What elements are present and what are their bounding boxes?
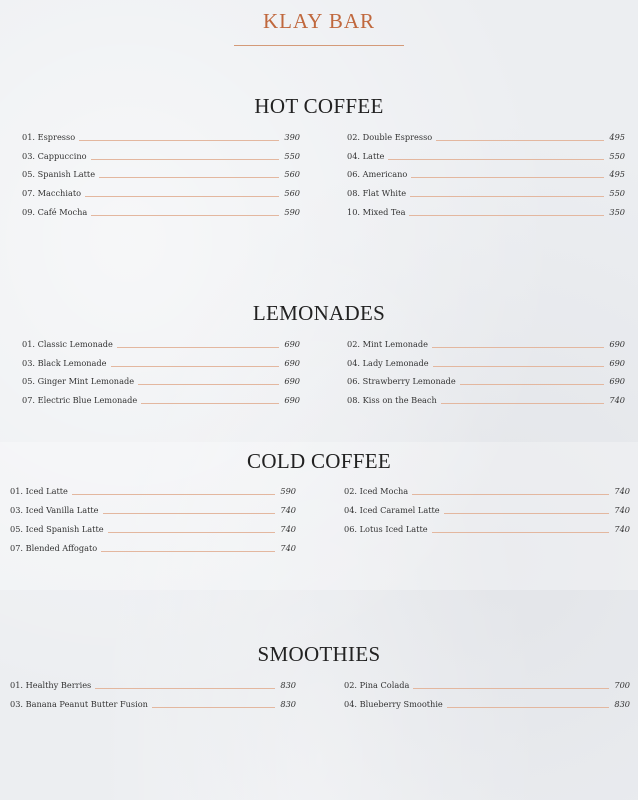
menu-item[interactable]	[10, 695, 296, 709]
menu-item[interactable]	[22, 147, 300, 161]
item-name: 05. Spanish Latte	[22, 169, 96, 179]
leader-line	[95, 688, 275, 689]
leader-line	[91, 215, 279, 216]
leader-line	[152, 707, 275, 708]
menu-item[interactable]	[10, 520, 296, 534]
menu-item[interactable]	[347, 128, 625, 142]
menu-item[interactable]	[22, 354, 300, 368]
menu-header	[0, 8, 638, 46]
item-price: 690	[284, 395, 300, 405]
section-hot-coffee	[0, 94, 638, 224]
menu-item[interactable]	[22, 335, 300, 349]
item-name: 04. Lady Lemonade	[347, 358, 429, 368]
item-price: 700	[614, 680, 630, 690]
item-price: 830	[280, 680, 296, 690]
item-price: 550	[609, 151, 625, 161]
leader-line	[447, 707, 610, 708]
item-price: 740	[280, 543, 296, 553]
menu-item[interactable]	[10, 676, 296, 690]
menu-item[interactable]	[347, 354, 625, 368]
leader-line	[141, 403, 279, 404]
menu-item[interactable]	[22, 165, 300, 179]
item-price: 560	[284, 188, 300, 198]
item-price: 830	[280, 699, 296, 709]
leader-line	[412, 494, 609, 495]
menu-item[interactable]	[347, 203, 625, 217]
menu-item[interactable]	[344, 482, 630, 496]
item-name: 06. Americano	[347, 169, 408, 179]
item-price: 690	[609, 376, 625, 386]
section-cold-coffee	[0, 442, 638, 590]
section-title: COLD COFFEE	[247, 449, 391, 473]
leader-line	[91, 159, 280, 160]
item-name: 02. Iced Mocha	[344, 486, 409, 496]
item-name: 04. Blueberry Smoothie	[344, 699, 443, 709]
item-name: 02. Pina Colada	[344, 680, 410, 690]
leader-line	[85, 196, 279, 197]
brand-title: KLAY BAR	[262, 9, 376, 33]
item-price: 740	[614, 486, 630, 496]
leader-line	[432, 347, 604, 348]
menu-item[interactable]	[22, 203, 300, 217]
item-price: 390	[284, 132, 300, 142]
menu-item[interactable]	[22, 391, 300, 405]
menu-item[interactable]	[344, 501, 630, 515]
item-name: 01. Healthy Berries	[10, 680, 92, 690]
item-name: 06. Lotus Iced Latte	[344, 524, 428, 534]
menu-item[interactable]	[22, 184, 300, 198]
item-price: 550	[609, 188, 625, 198]
leader-line	[111, 366, 280, 367]
leader-line	[433, 366, 605, 367]
item-price: 590	[280, 486, 296, 496]
item-name: 07. Electric Blue Lemonade	[22, 395, 138, 405]
menu-item[interactable]	[22, 372, 300, 386]
menu-item[interactable]	[22, 128, 300, 142]
item-name: 08. Flat White	[347, 188, 407, 198]
menu-item[interactable]	[347, 165, 625, 179]
leader-line	[410, 196, 604, 197]
brand-divider	[234, 45, 404, 46]
menu-item[interactable]	[347, 335, 625, 349]
leader-line	[99, 177, 279, 178]
menu-item[interactable]	[347, 147, 625, 161]
menu-item[interactable]	[344, 695, 630, 709]
leader-line	[411, 177, 604, 178]
item-price: 590	[284, 207, 300, 217]
item-name: 03. Black Lemonade	[22, 358, 107, 368]
leader-line	[409, 215, 604, 216]
item-price: 690	[284, 358, 300, 368]
section-lemonades	[0, 301, 638, 411]
section-title: SMOOTHIES	[257, 642, 381, 666]
menu-item[interactable]	[344, 520, 630, 534]
item-name: 03. Cappuccino	[22, 151, 87, 161]
item-name: 01. Espresso	[22, 132, 76, 142]
section-title: HOT COFFEE	[254, 94, 384, 118]
item-price: 690	[284, 376, 300, 386]
leader-line	[117, 347, 280, 348]
item-name: 09. Café Mocha	[22, 207, 88, 217]
menu-item[interactable]	[347, 184, 625, 198]
leader-line	[79, 140, 279, 141]
item-price: 550	[284, 151, 300, 161]
item-name: 04. Iced Caramel Latte	[344, 505, 440, 515]
leader-line	[72, 494, 275, 495]
item-price: 350	[609, 207, 625, 217]
leader-line	[460, 384, 605, 385]
leader-line	[103, 513, 276, 514]
item-price: 740	[614, 505, 630, 515]
item-price: 690	[609, 358, 625, 368]
item-price: 740	[609, 395, 625, 405]
item-price: 560	[284, 169, 300, 179]
item-name: 03. Banana Peanut Butter Fusion	[10, 699, 148, 709]
item-name: 01. Iced Latte	[10, 486, 68, 496]
item-name: 02. Double Espresso	[347, 132, 433, 142]
leader-line	[388, 159, 604, 160]
item-price: 690	[609, 339, 625, 349]
item-price: 740	[280, 505, 296, 515]
menu-item[interactable]	[344, 676, 630, 690]
item-name: 02. Mint Lemonade	[347, 339, 429, 349]
item-price: 830	[614, 699, 630, 709]
leader-line	[441, 403, 605, 404]
item-name: 07. Macchiato	[22, 188, 82, 198]
menu-item[interactable]	[347, 391, 625, 405]
item-price: 495	[609, 132, 625, 142]
menu-item[interactable]	[10, 501, 296, 515]
item-price: 740	[280, 524, 296, 534]
item-name: 08. Kiss on the Beach	[347, 395, 437, 405]
leader-line	[138, 384, 279, 385]
leader-line	[101, 551, 275, 552]
leader-line	[108, 532, 276, 533]
item-name: 06. Strawberry Lemonade	[347, 376, 456, 386]
item-price: 495	[609, 169, 625, 179]
item-name: 03. Iced Vanilla Latte	[10, 505, 99, 515]
item-price: 690	[284, 339, 300, 349]
item-name: 05. Ginger Mint Lemonade	[22, 376, 135, 386]
item-name: 05. Iced Spanish Latte	[10, 524, 104, 534]
item-name: 10. Mixed Tea	[347, 207, 406, 217]
leader-line	[436, 140, 604, 141]
menu-item[interactable]	[347, 372, 625, 386]
section-smoothies	[0, 642, 638, 722]
item-name: 04. Latte	[347, 151, 385, 161]
menu-item[interactable]	[10, 539, 296, 553]
item-name: 01. Classic Lemonade	[22, 339, 113, 349]
item-price: 740	[614, 524, 630, 534]
leader-line	[432, 532, 610, 533]
item-name: 07. Blended Affogato	[10, 543, 98, 553]
menu-item[interactable]	[10, 482, 296, 496]
leader-line	[413, 688, 609, 689]
section-title: LEMONADES	[252, 301, 386, 325]
leader-line	[444, 513, 610, 514]
